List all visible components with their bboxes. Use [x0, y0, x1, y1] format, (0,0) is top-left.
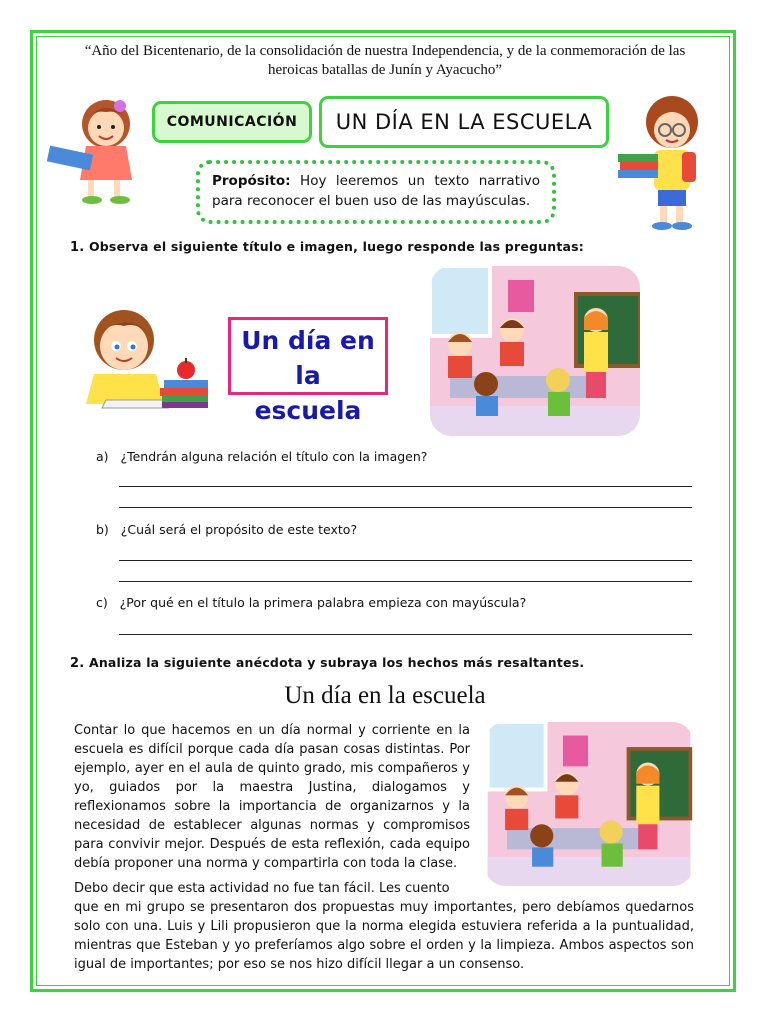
question-b [96, 522, 357, 537]
section2-heading [70, 655, 690, 671]
section1-heading [70, 239, 690, 255]
answer-line[interactable] [119, 634, 692, 635]
purpose-box [196, 160, 556, 224]
question-c [96, 595, 526, 610]
classroom-scene-illustration-2 [484, 722, 694, 886]
answer-line[interactable] [119, 581, 692, 582]
page-title: UN DÍA EN LA ESCUELA [319, 96, 609, 148]
girl-reading-illustration [40, 96, 150, 208]
section2-number: 2. [70, 656, 85, 671]
purpose-label: Propósito: [212, 173, 291, 189]
question-c-text: ¿Por qué en el título la primera palabra empieza con mayúscula? [119, 595, 527, 610]
subject-label: COMUNICACIÓN [152, 101, 312, 143]
story-paragraph-2: que en mi grupo se presentaron dos propuestas muy importantes, pero debíamos quedarnos solo con una. Luis y Lili propusieron que la norma elegida estuviera referida a la puntualidad, mientras que Esteban y yo preferíamos algo sobre el orden y la limpieza. Ambos aspectos son igual de importantes; por eso se nos hizo difícil llegar a un consenso. [74, 900, 694, 972]
question-a [96, 449, 427, 464]
answer-line[interactable] [119, 560, 692, 561]
question-a-letter: a) [96, 449, 109, 464]
boy-with-books-illustration [616, 94, 720, 234]
header-quote: “Año del Bicentenario, de la consolidación de nuestra Independencia, y de la conmemoración de las heroicas batallas de Junín y Ayacucho” [84, 43, 686, 78]
title-box [228, 317, 388, 425]
title-box-line1: Un día en la [241, 326, 375, 390]
answer-line[interactable] [119, 507, 692, 508]
answer-line[interactable] [119, 486, 692, 487]
boy-writing-illustration [76, 304, 216, 412]
story-paragraph-2-start: Debo decir que esta actividad no fue tan fácil. Les cuento [74, 881, 450, 896]
story-title: Un día en la escuela [284, 682, 486, 709]
section1-heading-text: Observa el siguiente título e imagen, luego responde las preguntas: [88, 239, 584, 254]
story-paragraph-1: Contar lo que hacemos en un día normal y corriente en la escuela es difícil porque cada día pasan cosas distintas. Por ejemplo, ayer en el aula de quinto grado, mis compañeros y yo, guiados por la maestra Justina, dialogamos y reflexionamos sobre la importancia de organizarnos y la necesidad de establecer algunas normas y compromisos para convivir mejor. Después de esta reflexión, cada equipo debía proponer una norma y compartirla con toda la clase. [74, 723, 470, 871]
section2-heading-text: Analiza la siguiente anécdota y subraya los hechos más resaltantes. [88, 655, 585, 670]
question-b-letter: b) [96, 522, 109, 537]
section1-number: 1. [70, 240, 85, 255]
title-box-line2: escuela [254, 396, 362, 425]
question-b-text: ¿Cuál será el propósito de este texto? [120, 522, 358, 537]
purpose-text: Hoy leeremos un texto narrativo para reconocer el buen uso de las mayúsculas. [212, 173, 540, 209]
question-a-text: ¿Tendrán alguna relación el título con la imagen? [120, 449, 428, 464]
question-c-letter: c) [96, 595, 108, 610]
classroom-scene-illustration [430, 266, 640, 436]
